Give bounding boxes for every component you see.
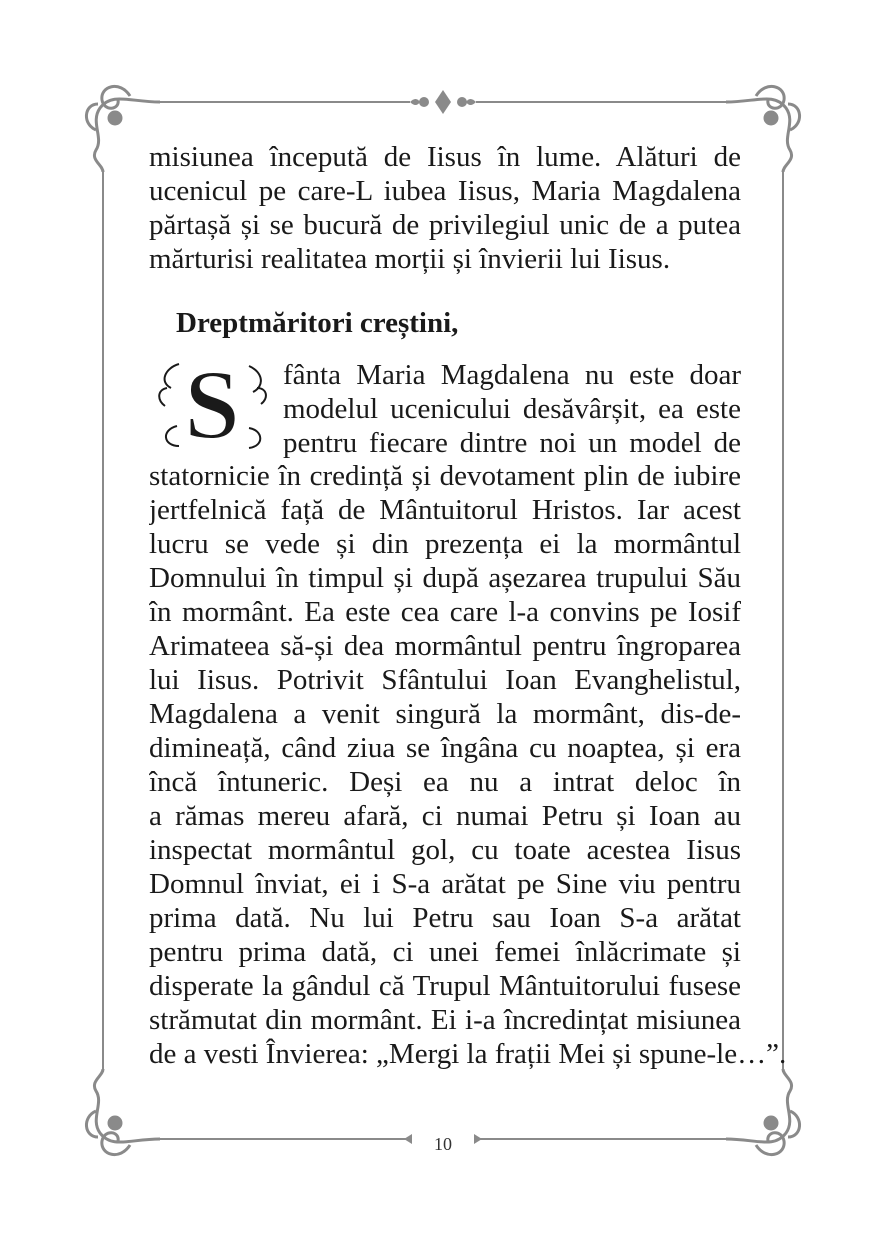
text-line: în mormânt. Ea este cea care l-a convins pe Iosif [149,596,741,628]
text-line: Domnul înviat, ei i S-a arătat pe Sine viu pentru [149,868,741,900]
corner-ornament-bottom-left-icon [86,1069,160,1155]
text-line: de a vesti Învierea: „Mergi la frații Mei și spune-le…”. [149,1038,787,1070]
text-line: prima dată. Nu lui Petru sau Ioan S-a arătat [149,902,741,934]
text-line: lui Iisus. Potrivit Sfântului Ioan Evanghelistul, [149,664,741,696]
text-line: Magdalena a venit singură la mormânt, dis-de- [149,698,741,730]
text-line: disperate la gândul că Trupul Mântuitorului fusese [149,970,741,1002]
text-line: mărturisi realitatea morții și învierii lui Iisus. [149,243,671,275]
text-line: dimineață, când ziua se îngâna cu noaptea, și era [149,732,741,764]
text-line: strămutat din mormânt. Ei i-a încredințat misiunea [149,1004,741,1036]
text-line: pentru prima dată, ci unei femei înlăcrimate și [149,936,741,968]
drop-cap-letter: S [184,356,240,452]
text-line: modelul ucenicului desăvârșit, ea este [283,393,741,425]
text-line: misiunea începută de Iisus în lume. Alături de [149,141,741,173]
page-number: 10 [434,1134,452,1154]
main-paragraph [149,459,787,1071]
text-line: lucru se vede și din prezența ei la mormântul [149,528,741,560]
text-line: statornicie în credință și devotament plin de iubire [149,460,741,492]
text-line: inspectat mormântul gol, cu toate acestea Iisus [149,834,741,866]
corner-ornament-bottom-right-icon [726,1069,800,1155]
text-line: pentru fiecare dintre noi un model de [283,427,741,459]
text-line: fânta Maria Magdalena nu este doar [283,359,741,391]
opening-paragraph [149,140,741,276]
text-line: Domnului în timpul și după așezarea trupului Său [149,562,741,594]
section-heading: Dreptmăritori creștini, [176,307,459,339]
text-line: Arimateea să-și dea mormântul pentru îngroparea [149,630,741,662]
text-line: părtașă și se bucură de privilegiul unic de a putea [149,209,741,241]
text-line: jertfelnică față de Mântuitorul Hristos. Iar acest [149,494,741,526]
drop-cap-ornament [149,356,275,452]
text-line: a rămas mereu afară, ci numai Petru și Ioan au [149,800,741,832]
text-line: ucenicul pe care-L iubea Iisus, Maria Magdalena [149,175,741,207]
top-center-ornament-icon [410,90,476,114]
text-line: încă întuneric. Deși ea nu a intrat deloc în [149,766,741,798]
drop-cap-lines [283,358,741,460]
